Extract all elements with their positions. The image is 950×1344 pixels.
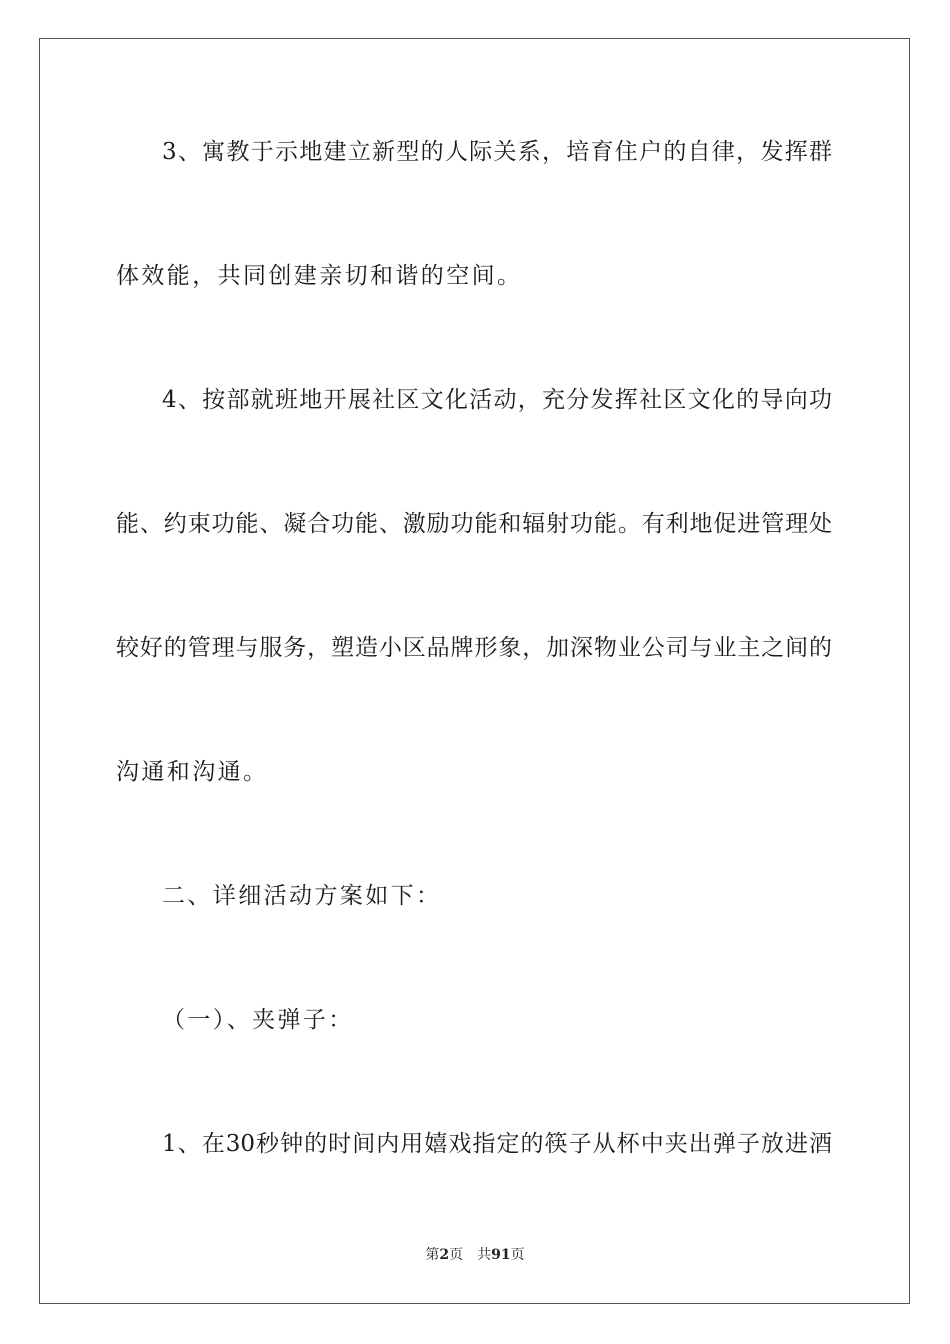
- page-suffix: 页: [449, 1247, 464, 1263]
- total-pages: 91: [491, 1247, 511, 1263]
- paragraph-4-line-2: 能、约束功能、凝合功能、激励功能和辐射功能。有利地促进管理处: [116, 511, 832, 537]
- paragraph-4-line-4: 沟通和沟通。: [116, 759, 269, 785]
- page-prefix: 第: [425, 1247, 440, 1263]
- subsection-heading: （一）、夹弹子：: [162, 1007, 354, 1033]
- page-footer: [0, 1246, 950, 1264]
- section-heading: 二、详细活动方案如下：: [162, 883, 442, 909]
- paragraph-4-line-1: 4、按部就班地开展社区文化活动，充分发挥社区文化的导向功: [162, 387, 832, 413]
- item-1-line-1: 1、在30秒钟的时间内用嬉戏指定的筷子从杯中夹出弹子放进酒: [162, 1131, 832, 1157]
- page-number: 2: [439, 1247, 450, 1263]
- total-suffix: 页: [510, 1247, 525, 1263]
- total-prefix: 共: [477, 1247, 492, 1263]
- paragraph-3-line-2: 体效能，共同创建亲切和谐的空间。: [116, 263, 523, 289]
- paragraph-3-line-1: 3、寓教于示地建立新型的人际关系，培育住户的自律，发挥群: [162, 139, 832, 165]
- paragraph-4-line-3: 较好的管理与服务，塑造小区品牌形象，加深物业公司与业主之间的: [116, 635, 832, 661]
- page-border: [39, 38, 910, 1304]
